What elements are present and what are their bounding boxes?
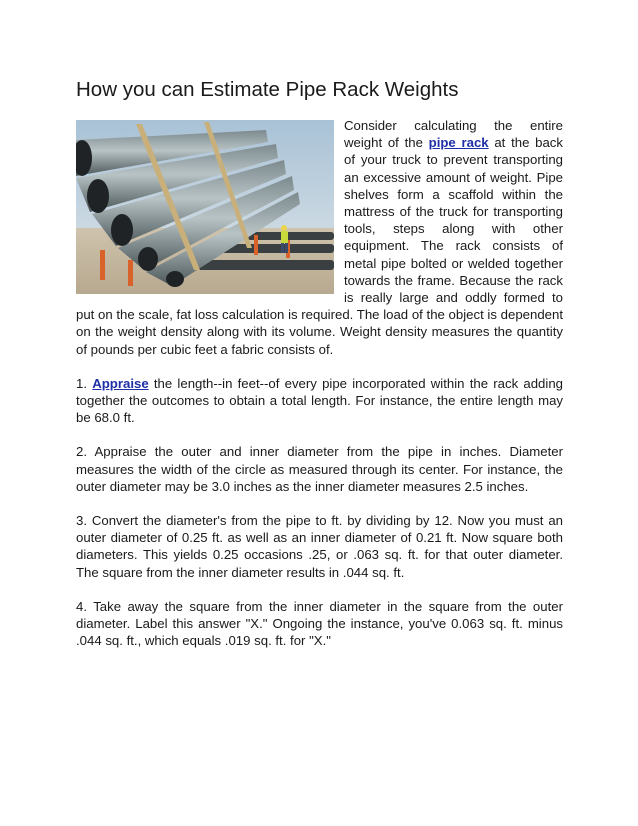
step-1-paragraph [76,375,563,427]
step-4-paragraph [76,598,563,650]
step-2-text: Appraise the outer and inner diameter from the pipe in inches. Diameter measures the width of the circle as measured through its center. For instance, the outer diameter may be 3.0 inches as the inner diameter measures 2.5 inches. [76,444,564,494]
article-body [76,117,563,666]
intro-text-start: Consider calculating the entire weight of the [344,118,563,151]
appraise-link[interactable]: Appraise [92,375,149,391]
step-3-number: 3. [76,513,92,529]
pipe-rack-link[interactable]: pipe rack [428,135,489,151]
page-title: How you can Estimate Pipe Rack Weights [76,78,459,101]
step-1-text: the length--in feet--of every pipe incorporated within the rack adding together the outcomes to obtain a total length. For instance, the entire length may be 68.0 ft. [76,375,563,426]
step-4-text: Take away the square from the inner diameter in the square from the outer diameter. Label this answer "X." Ongoing the instance, you've 0.063 sq. ft. minus .044 sq. ft., which equals .019 sq. ft. for "X." [76,598,563,649]
step-4-number: 4. [76,598,94,614]
pipe-rack-photo [76,120,334,294]
step-2-number: 2. [76,444,95,460]
intro-text-end: at the back of your truck to prevent transporting an excessive amount of weight. Pipe shelves form a scaffold within the mattress of the truck for transporting tools, steps along with other equipment. The rack consists of metal pipe bolted or welded together towards the frame. Because the rack is really large and oddly formed to put on the scale, fat loss calculation is required. The load of the object is dependent on the weight density along with its volume. Weight density measures the quantity of pounds per cubic feet a fabric consists of. [76,135,563,357]
step-2-paragraph [76,443,563,495]
pipe-rack-image [76,120,334,294]
step-3-text: Convert the diameter's from the pipe to ft. by dividing by 12. Now you must an outer diameter of 0.25 ft. as well as an inner diameter of 0.21 ft. Now square both diameters. This yields 0.25 occasions .25, or .063 sq. ft. for that outer diameter. The square from the inner diameter results in .044 sq. ft. [76,513,563,580]
step-1-number: 1. [76,375,93,391]
step-3-paragraph [76,512,563,581]
